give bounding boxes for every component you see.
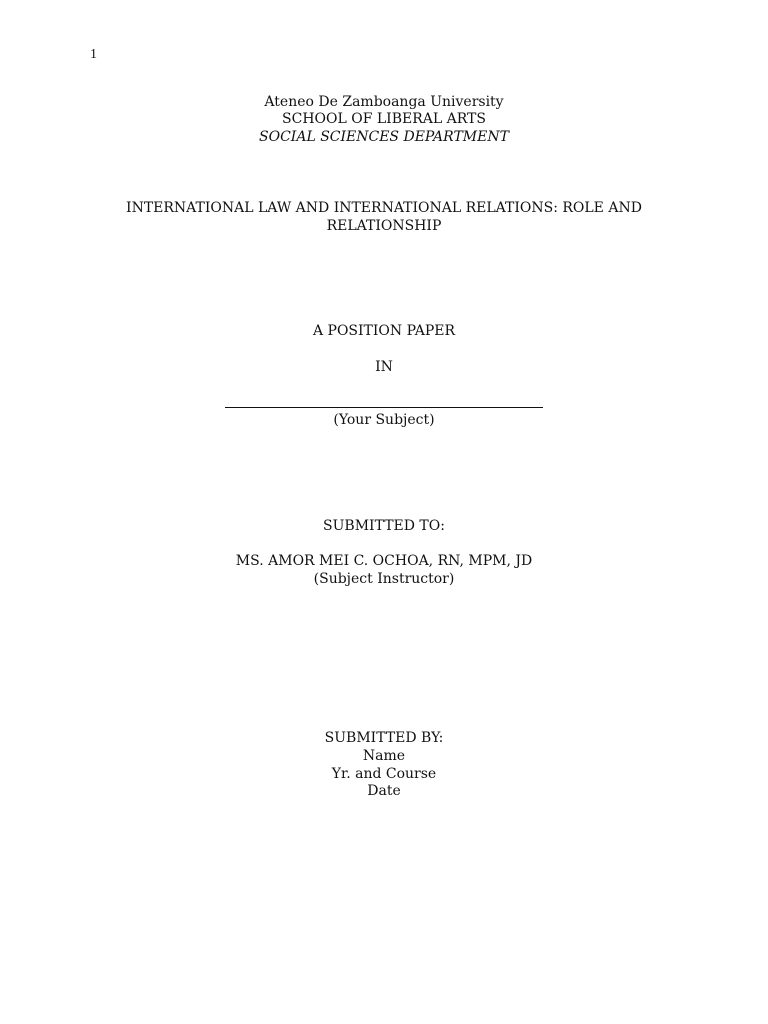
school-name: SCHOOL OF LIBERAL ARTS <box>282 111 486 127</box>
student-course: Yr. and Course <box>331 766 437 782</box>
in-label: IN <box>375 359 393 375</box>
university-name: Ateneo De Zamboanga University <box>264 94 504 110</box>
paper-title-line-2: RELATIONSHIP <box>326 218 442 234</box>
paper-type: A POSITION PAPER <box>312 323 456 339</box>
submitted-to-label: SUBMITTED TO: <box>323 518 445 534</box>
submitted-by-label: SUBMITTED BY: <box>324 730 444 746</box>
instructor-role: (Subject Instructor) <box>313 571 455 587</box>
paper-title-line-1: INTERNATIONAL LAW AND INTERNATIONAL RELATIONS: ROLE AND <box>126 200 642 216</box>
student-name: Name <box>362 748 406 764</box>
page-number: 1 <box>90 47 97 62</box>
subject-blank-line <box>225 407 543 408</box>
subject-hint: (Your Subject) <box>333 412 435 428</box>
instructor-name: MS. AMOR MEI C. OCHOA, RN, MPM, JD <box>235 553 533 569</box>
submission-date: Date <box>367 783 401 799</box>
department-name: SOCIAL SCIENCES DEPARTMENT <box>259 129 509 145</box>
